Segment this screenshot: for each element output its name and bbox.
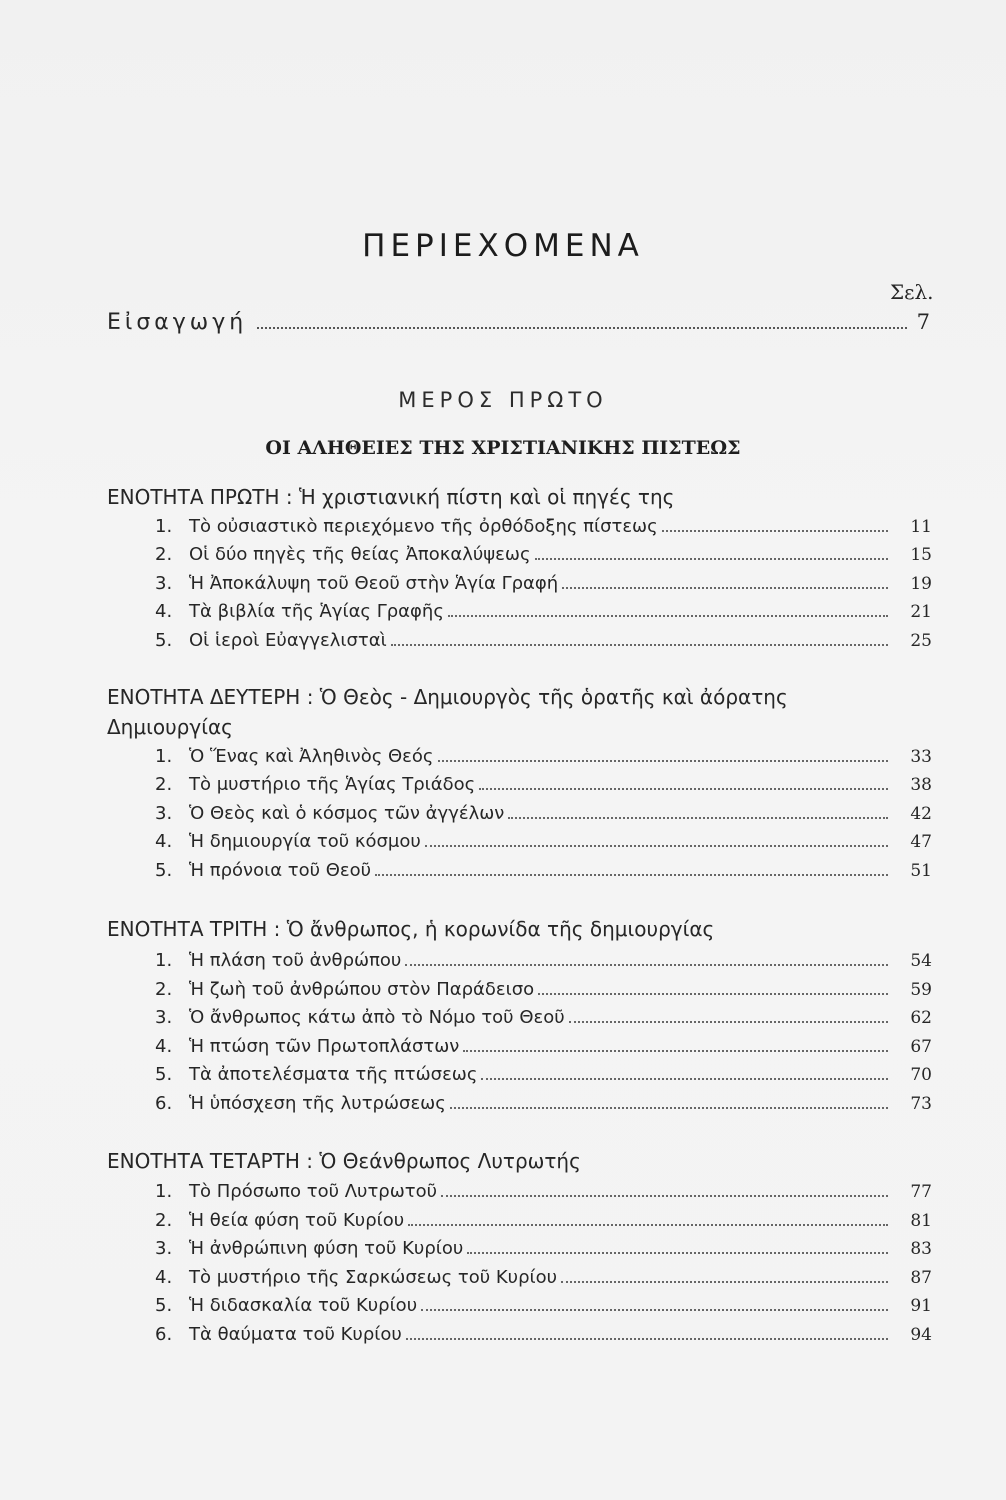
section-heading-2: ΕΝΟΤΗΤΑ ΔΕΥΤΕΡΗ : Ὁ Θεὸς - Δημιουργὸς τῆς ὁρατῆς καὶ ἀόρατης Δημιουργίας: [107, 685, 788, 739]
entry-title: Ἡ θεία φύση τοῦ Κυρίου: [189, 1210, 405, 1231]
toc-entry: [155, 831, 932, 859]
part-subtitle: ΟΙ ΑΛΗΘΕΙΕΣ ΤΗΣ ΧΡΙΣΤΙΑΝΙΚΗΣ ΠΙΣΤΕΩΣ: [265, 437, 741, 459]
toc-entry: [155, 630, 932, 658]
dot-leader: [479, 788, 888, 790]
dot-leader: [425, 845, 888, 847]
toc-entry: [155, 774, 932, 802]
part-title: ΜΕΡΟΣ ΠΡΩΤΟ: [398, 388, 608, 412]
toc-entry: [155, 1210, 932, 1238]
entry-number: 6.: [155, 1093, 173, 1114]
entry-page-number: 54: [910, 951, 932, 971]
dot-leader: [375, 874, 888, 876]
entry-page-number: 67: [910, 1037, 932, 1057]
entry-page-number: 51: [910, 861, 932, 881]
dot-leader: [562, 587, 888, 589]
entry-page-number: 33: [910, 747, 932, 767]
entry-page-number: 87: [910, 1268, 932, 1288]
entry-title: Τὸ Πρόσωπο τοῦ Λυτρωτοῦ: [189, 1181, 438, 1202]
toc-entry: [155, 979, 932, 1007]
entry-title: Οἱ ἱεροὶ Εὐαγγελισταὶ: [189, 630, 387, 651]
entry-title: Ἡ ἀνθρώπινη φύση τοῦ Κυρίου: [189, 1238, 464, 1259]
page-title: ΠΕΡΙΕΧΟΜΕΝΑ: [362, 228, 644, 264]
entry-number: 4.: [155, 831, 173, 852]
entry-number: 5.: [155, 1064, 173, 1085]
entry-number: 3.: [155, 1238, 173, 1259]
section-heading-4: ΕΝΟΤΗΤΑ ΤΕΤΑΡΤΗ : Ὁ Θεάνθρωπος Λυτρωτής: [107, 1149, 581, 1173]
entry-page-number: 15: [910, 545, 932, 565]
entry-title: Ἡ πρόνοια τοῦ Θεοῦ: [189, 860, 372, 881]
entry-number: 5.: [155, 860, 173, 881]
toc-entry: [155, 1181, 932, 1209]
entry-page-number: 38: [910, 775, 932, 795]
entry-page-number: 11: [910, 517, 932, 537]
toc-entry: [155, 1324, 932, 1352]
entry-title: Ἡ Ἀποκάλυψη τοῦ Θεοῦ στὴν Ἁγία Γραφή: [189, 573, 559, 594]
entry-page-number: 77: [910, 1182, 932, 1202]
entry-number: 5.: [155, 630, 173, 651]
toc-entry: [155, 1238, 932, 1266]
entry-title: Τὰ ἀποτελέσματα τῆς πτώσεως: [189, 1064, 478, 1085]
toc-entry: [155, 1007, 932, 1035]
entry-page-number: 59: [910, 980, 932, 1000]
toc-entry: [155, 950, 932, 978]
toc-entry: [155, 601, 932, 629]
dot-leader: [450, 1107, 888, 1109]
dot-leader: [467, 1252, 888, 1254]
entry-title: Ἡ ζωὴ τοῦ ἀνθρώπου στὸν Παράδεισο: [189, 979, 535, 1000]
entry-title: Ἡ πτώση τῶν Πρωτοπλάστων: [189, 1036, 460, 1057]
dot-leader: [535, 558, 888, 560]
dot-leader: [538, 993, 888, 995]
section-heading-1: ΕΝΟΤΗΤΑ ΠΡΩΤΗ : Ἡ χριστιανική πίστη καὶ οἱ πηγές της: [107, 485, 675, 509]
entry-number: 1.: [155, 1181, 173, 1202]
toc-entry: [155, 860, 932, 888]
toc-entry: [155, 1267, 932, 1295]
toc-entry: [155, 1093, 932, 1121]
entry-number: 2.: [155, 544, 173, 565]
entry-number: 1.: [155, 516, 173, 537]
entry-number: 2.: [155, 774, 173, 795]
entry-title: Τὸ οὐσιαστικὸ περιεχόμενο τῆς ὀρθόδοξης πίστεως: [189, 516, 658, 537]
entry-title: Ἡ ὑπόσχεση τῆς λυτρώσεως: [189, 1093, 446, 1114]
introduction-label: Εἰσαγωγή: [107, 310, 248, 335]
dot-leader: [421, 1309, 888, 1311]
dot-leader: [561, 1281, 888, 1283]
entry-page-number: 94: [910, 1325, 932, 1345]
dot-leader: [662, 530, 888, 532]
dot-leader: [508, 817, 888, 819]
entry-number: 3.: [155, 1007, 173, 1028]
page-column-label: Σελ.: [890, 280, 934, 304]
dot-leader: [391, 644, 888, 646]
dot-leader: [257, 327, 906, 329]
section-heading-3: ΕΝΟΤΗΤΑ ΤΡΙΤΗ : Ὁ ἄνθρωπος, ἡ κορωνίδα τῆς δημιουργίας: [107, 917, 715, 941]
dot-leader: [405, 964, 888, 966]
entry-page-number: 70: [910, 1065, 932, 1085]
dot-leader: [408, 1224, 888, 1226]
toc-entry: [155, 1064, 932, 1092]
toc-entry: [155, 1036, 932, 1064]
toc-entry: [155, 516, 932, 544]
entry-number: 2.: [155, 979, 173, 1000]
entry-page-number: 83: [910, 1239, 932, 1259]
entry-page-number: 47: [910, 832, 932, 852]
dot-leader: [441, 1195, 888, 1197]
dot-leader: [406, 1338, 888, 1340]
entry-page-number: 91: [910, 1296, 932, 1316]
entry-title: Τὸ μυστήριο τῆς Ἁγίας Τριάδος: [189, 774, 476, 795]
dot-leader: [438, 760, 889, 762]
entry-title: Τὸ μυστήριο τῆς Σαρκώσεως τοῦ Κυρίου: [189, 1267, 558, 1288]
entry-title: Ἡ πλάση τοῦ ἀνθρώπου: [189, 950, 402, 971]
entry-number: 3.: [155, 573, 173, 594]
dot-leader: [463, 1050, 888, 1052]
entry-title: Τὰ βιβλία τῆς Ἁγίας Γραφῆς: [189, 601, 444, 622]
toc-entry: [155, 544, 932, 572]
entry-number: 3.: [155, 803, 173, 824]
entry-page-number: 62: [910, 1008, 932, 1028]
entry-title: Οἱ δύο πηγὲς τῆς θείας Ἀποκαλύψεως: [189, 544, 531, 565]
entry-number: 1.: [155, 950, 173, 971]
entry-title: Ἡ δημιουργία τοῦ κόσμου: [189, 831, 421, 852]
entry-title: Ἡ διδασκαλία τοῦ Κυρίου: [189, 1295, 418, 1316]
entry-page-number: 25: [910, 631, 932, 651]
entry-number: 5.: [155, 1295, 173, 1316]
entry-number: 4.: [155, 1267, 173, 1288]
entry-title: Τὰ θαύματα τοῦ Κυρίου: [189, 1324, 402, 1345]
entry-page-number: 19: [910, 574, 932, 594]
entry-number: 1.: [155, 746, 173, 767]
toc-entry: [155, 1295, 932, 1323]
toc-entry: [155, 573, 932, 601]
toc-entry: [155, 746, 932, 774]
entry-page-number: 81: [910, 1211, 932, 1231]
entry-title: Ὁ Θεὸς καὶ ὁ κόσμος τῶν ἀγγέλων: [189, 803, 505, 824]
dot-leader: [448, 615, 888, 617]
dot-leader: [481, 1078, 888, 1080]
entry-number: 2.: [155, 1210, 173, 1231]
entry-page-number: 42: [910, 804, 932, 824]
dot-leader: [569, 1021, 888, 1023]
entry-title: Ὁ ἄνθρωπος κάτω ἀπὸ τὸ Νόμο τοῦ Θεοῦ: [189, 1007, 565, 1028]
entry-page-number: 73: [910, 1094, 932, 1114]
entry-number: 4.: [155, 601, 173, 622]
toc-entry: [155, 803, 932, 831]
toc-entry-introduction: [107, 310, 930, 342]
introduction-page-number: 7: [916, 310, 930, 334]
entry-number: 4.: [155, 1036, 173, 1057]
entry-page-number: 21: [910, 602, 932, 622]
entry-number: 6.: [155, 1324, 173, 1345]
entry-title: Ὁ Ἕνας καὶ Ἀληθινὸς Θεός: [189, 746, 434, 767]
